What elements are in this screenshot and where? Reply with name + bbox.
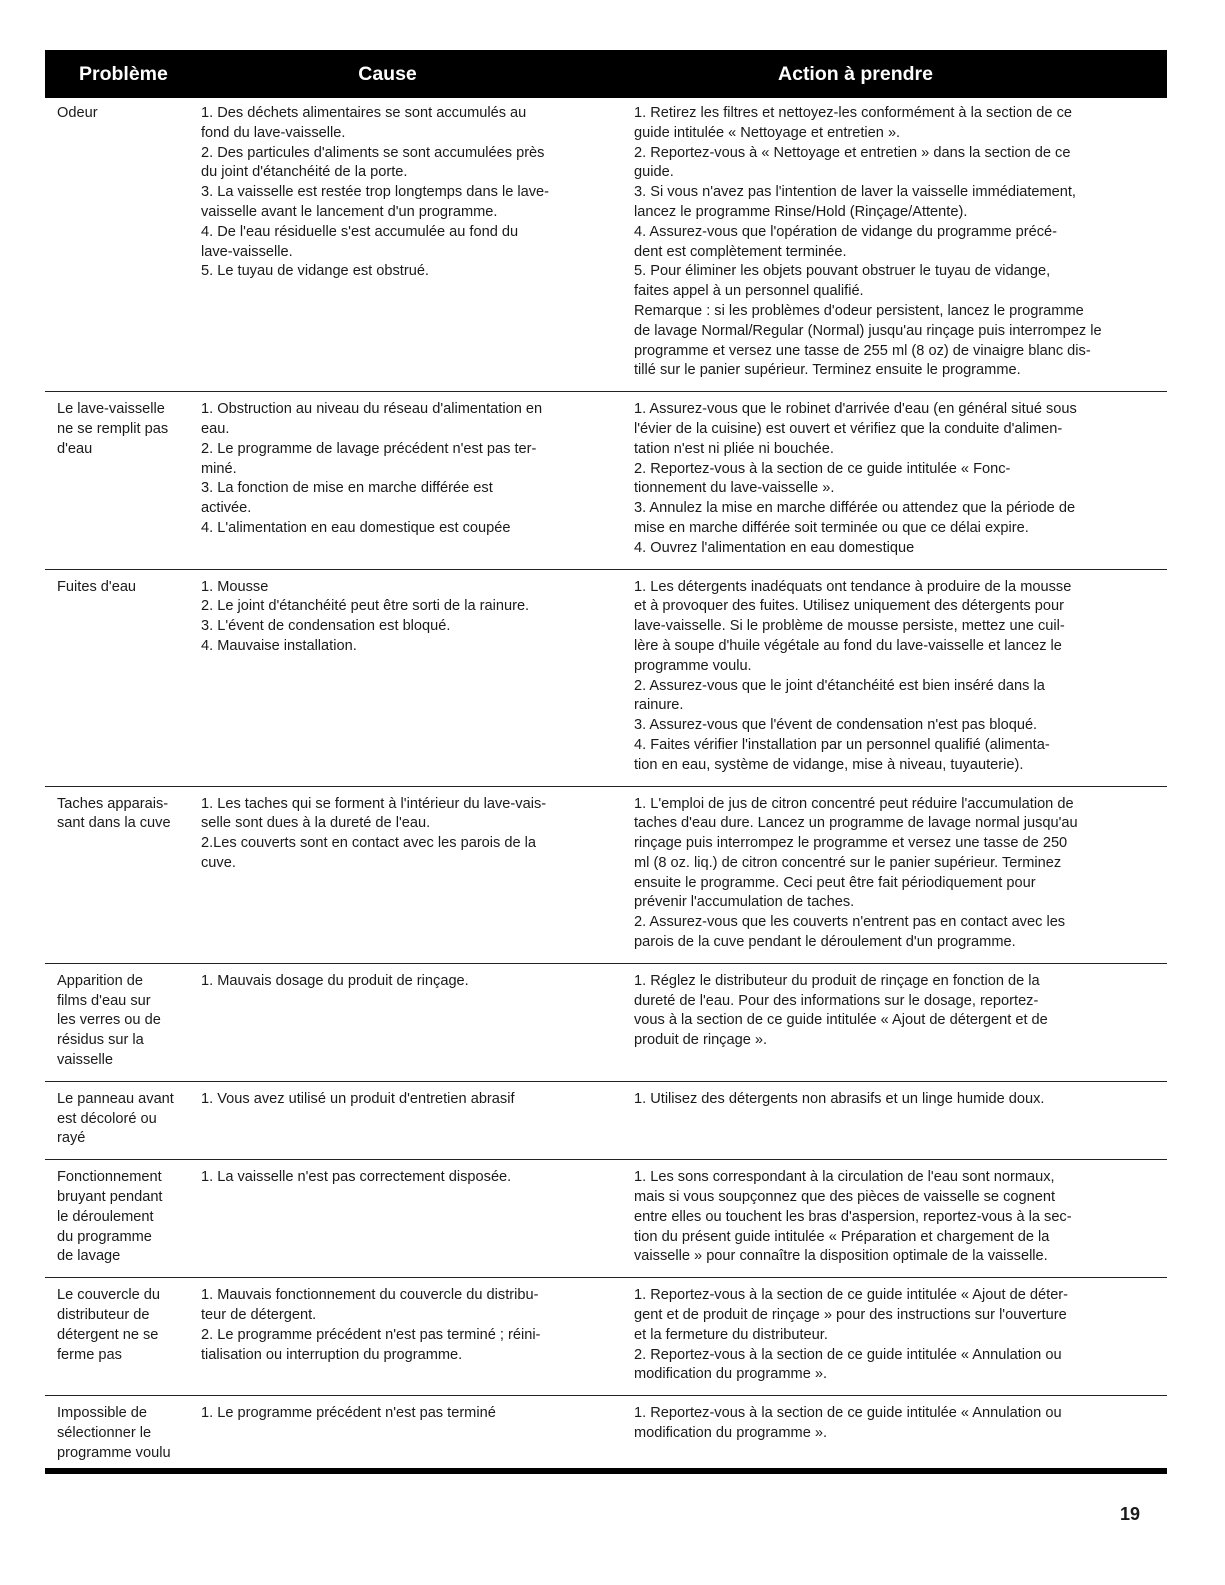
table-row [45,787,1167,964]
problem-cell: Le couvercle du distributeur de détergent ne se ferme pas [57,1287,161,1363]
table-row [45,1396,1167,1473]
cause-cell: 1. Obstruction au niveau du réseau d'alimentation en eau. 2. Le programme de lavage précédent n'est pas ter- miné. 3. La fonction de mise en marche différée est activée. 4. L'alimentation en eau domestique est coupée [201,401,543,536]
action-cell: 1. Retirez les filtres et nettoyez-les conformément à la section de ce guide intitulée « Nettoyage et entretien ». 2. Reportez-vous à « Nettoyage et entretien » dans la section de ce guide. 3. Si vous n'avez pas l'intention de laver la vaisselle immédiatement, lancez le programme Rinse/Hold (Rinçage/Attente). 4. Assurez-vous que l'opération de vidange du programme précé- dent est complètement terminée. 5. Pour éliminer les objets pouvant obstruer le tuyau de vidange, faites appel à un personnel qualifié. Remarque : si les problèmes d'odeur persistent, lancez le programme de lavage Normal/Regular (Normal) jusqu'au rinçage puis interrompez le programme et versez une tasse de 255 ml (8 oz) de vinaigre blanc dis- tillé sur le panier supérieur. Terminez ensuite le programme. [634,105,1102,379]
action-cell: 1. Reportez-vous à la section de ce guide intitulée « Ajout de déter- gent et de produit de rinçage » pour des instructions sur l'ouverture et la fermeture du distributeur. 2. Reportez-vous à la section de ce guide intitulée « Annulation ou modification du programme ». [634,1287,1069,1383]
problem-cell: Apparition de films d'eau sur les verres ou de résidus sur la vaisselle [57,972,161,1069]
table-row [45,1160,1167,1278]
problem-cell: Fuites d'eau [57,578,137,595]
cause-cell: 1. Mauvais fonctionnement du couvercle du distribu- teur de détergent. 2. Le programme précédent n'est pas terminé ; réini- tialisation ou interruption du programme. [201,1287,541,1363]
header-cause: Cause [358,62,417,85]
table-row [45,392,1167,569]
table-row [45,1278,1167,1396]
action-cell: 1. Les sons correspondant à la circulation de l'eau sont normaux, mais si vous soupçonnez que des pièces de vaisselle se cognent entre elles ou touchent les bras d'aspersion, reportez-vous à la sec- tion du présent guide intitulée « Préparation et chargement de la vaisselle » pour connaître la disposition optimale de la vaisselle. [634,1169,1072,1265]
table-header [45,50,1167,98]
cause-cell: 1. Les taches qui se forment à l'intérieur du lave-vais- selle sont dues à la dureté de l'eau. 2.Les couverts sont en contact avec les parois de la cuve. [201,795,547,871]
cause-cell: 1. Des déchets alimentaires se sont accumulés au fond du lave-vaisselle. 2. Des particules d'aliments se sont accumulées près du joint d'étanchéité de la porte. 3. La vaisselle est restée trop longtemps dans le lave- vaisselle avant le lancement d'un programme. 4. De l'eau résiduelle s'est accumulée au fond du lave-vaisselle. 5. Le tuyau de vidange est obstrué. [201,105,550,280]
problem-cell: Odeur [57,105,98,121]
header-action: Action à prendre [778,62,933,85]
problem-cell: Taches apparais- sant dans la cuve [57,795,171,832]
problem-cell: Fonctionnement bruyant pendant le déroulement du programme de lavage [57,1169,163,1265]
table-row [45,1082,1167,1160]
action-cell: 1. Reportez-vous à la section de ce guide intitulée « Annulation ou modification du programme ». [634,1405,1062,1442]
problem-cell: Impossible de sélectionner le programme voulu [57,1405,171,1461]
problem-cell: Le lave-vaisselle ne se remplit pas d'eau [57,401,169,457]
action-cell: 1. Les détergents inadéquats ont tendance à produire de la mousse et à provoquer des fuites. Utilisez uniquement des détergents pour lave-vaisselle. Si le problème de mousse persiste, mettez une cuil- lère à soupe d'huile végétale au fond du lave-vaisselle et lancez le programme voulu. 2. Assurez-vous que le joint d'étanchéité est bien inséré dans la rainure. 3. Assurez-vous que l'évent de condensation n'est pas bloqué. 4. Faites vérifier l'installation par un personnel qualifié (alimenta- tion en eau, système de vidange, mise à niveau, tuyauterie). [634,578,1072,773]
cause-cell: 1. La vaisselle n'est pas correctement disposée. [201,1169,512,1186]
table-row [45,98,1167,392]
action-cell: 1. Utilisez des détergents non abrasifs et un linge humide doux. [634,1090,1045,1107]
cause-cell: 1. Vous avez utilisé un produit d'entretien abrasif [201,1090,515,1107]
cause-cell: 1. Mousse 2. Le joint d'étanchéité peut être sorti de la rainure. 3. L'évent de condensation est bloqué. 4. Mauvaise installation. [201,578,530,654]
action-cell: 1. Réglez le distributeur du produit de rinçage en fonction de la dureté de l'eau. Pour des informations sur le dosage, reportez- vous à la section de ce guide intitulée « Ajout de détergent et de produit de rinçage ». [634,972,1048,1049]
problem-cell: Le panneau avant est décoloré ou rayé [57,1090,174,1147]
action-cell: 1. Assurez-vous que le robinet d'arrivée d'eau (en général situé sous l'évier de la cuisine) est ouvert et vérifiez que la conduite d'alimen- tation n'est ni pliée ni bouchée. 2. Reportez-vous à la section de ce guide intitulée « Fonc- tionnement du lave-vaisselle ». 3. Annulez la mise en marche différée ou attendez que la période de mise en marche différée soit terminée ou que ce délai expire. 4. Ouvrez l'alimentation en eau domestique [634,401,1077,556]
table-row [45,570,1167,787]
cause-cell: 1. Le programme précédent n'est pas terminé [201,1405,496,1422]
table-row [45,964,1167,1082]
troubleshooting-table [45,50,1167,1474]
page-number: 19 [1120,1504,1141,1524]
cause-cell: 1. Mauvais dosage du produit de rinçage. [201,972,469,989]
header-problem: Problème [79,62,168,85]
action-cell: 1. L'emploi de jus de citron concentré peut réduire l'accumulation de taches d'eau dure. Lancez un programme de lavage normal jusqu'au rinçage puis interrompez le programme et versez une tasse de 250 ml (8 oz. liq.) de citron concentré sur le panier supérieur. Terminez ensuite le programme. Ceci peut être fait périodiquement pour prévenir l'accumulation de taches. 2. Assurez-vous que les couverts n'entrent pas en contact avec les parois de la cuve pendant le déroulement d'un programme. [634,795,1078,951]
